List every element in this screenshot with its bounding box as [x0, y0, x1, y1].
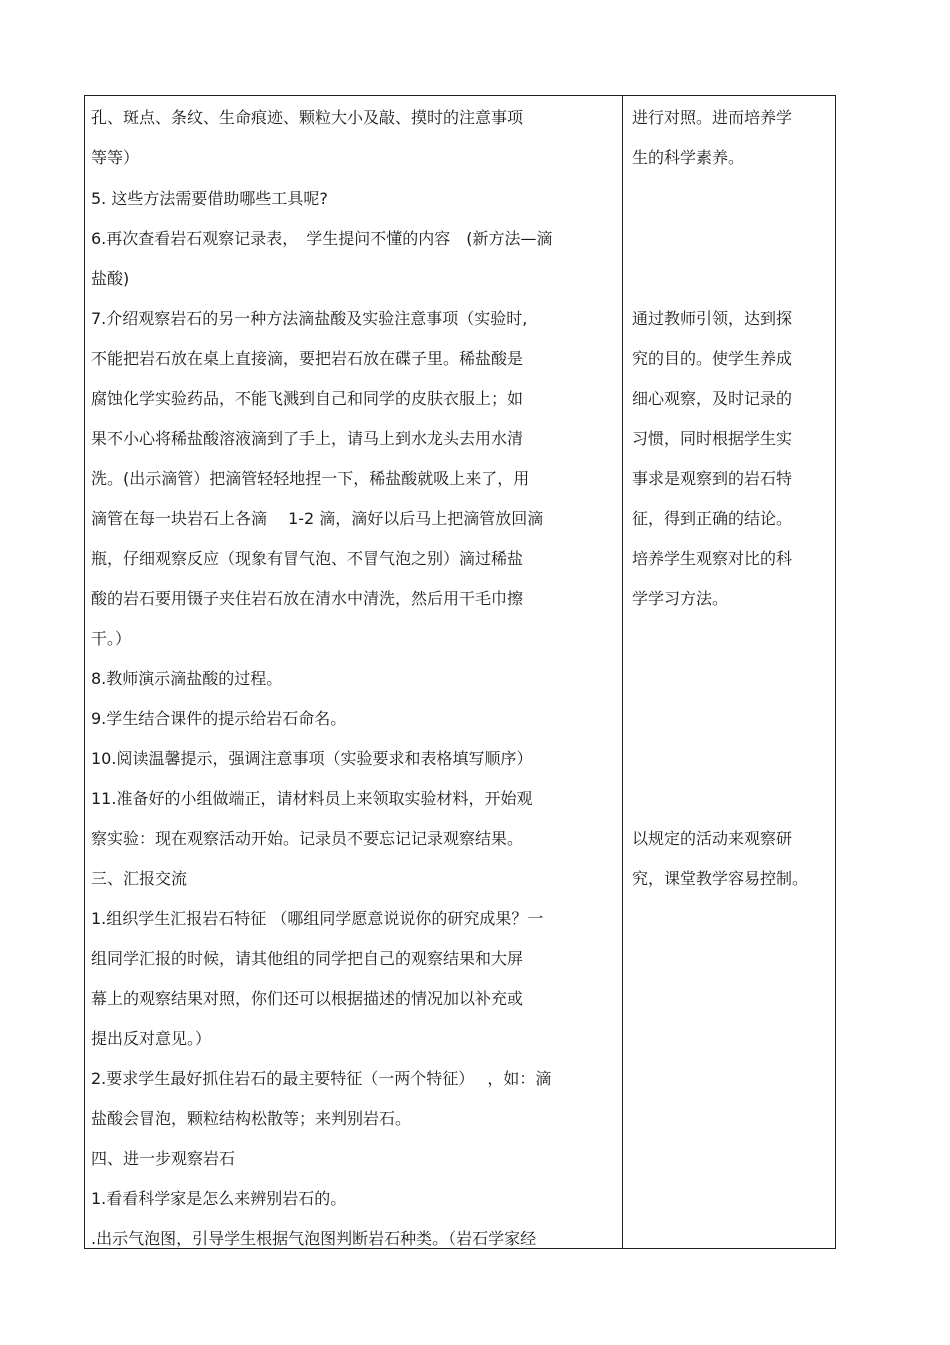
intent-line: 究的目的。使学生养成 [632, 349, 793, 368]
process-line: 提出反对意见。） [91, 1029, 212, 1048]
intent-line: 进行对照。进而培养学 [632, 108, 793, 127]
process-line: 7.介绍观察岩石的另一种方法滴盐酸及实验注意事项（实验时, [91, 309, 528, 328]
process-line: 果不小心将稀盐酸溶液滴到了手上，请马上到水龙头去用水清 [91, 429, 524, 448]
process-line: 洗。(出示滴管）把滴管轻轻地捏一下，稀盐酸就吸上来了，用 [91, 469, 530, 488]
process-line: 2.要求学生最好抓住岩石的最主要特征（一两个特征） ，如：滴 [91, 1069, 552, 1088]
process-line: 干。） [91, 629, 132, 648]
process-line: 11.准备好的小组做端正，请材料员上来领取实验材料，开始观 [91, 789, 533, 808]
section-heading: 三、汇报交流 [91, 869, 188, 888]
lesson-plan-table [84, 95, 836, 1249]
process-line: 组同学汇报的时候，请其他组的同学把自己的观察结果和大屏 [91, 949, 524, 968]
intent-line: 细心观察，及时记录的 [632, 389, 793, 408]
process-line: 1.组织学生汇报岩石特征 （哪组同学愿意说说你的研究成果？一 [91, 909, 544, 928]
process-line: 10.阅读温馨提示，强调注意事项（实验要求和表格填写顺序） [91, 749, 533, 768]
column-divider [622, 96, 623, 1248]
process-line: 腐蚀化学实验药品，不能飞溅到自己和同学的皮肤衣服上；如 [91, 389, 524, 408]
section-heading: 四、进一步观察岩石 [91, 1149, 236, 1168]
process-line: 幕上的观察结果对照，你们还可以根据描述的情况加以补充或 [91, 989, 524, 1008]
process-line: .出示气泡图，引导学生根据气泡图判断岩石种类。（岩石学家经 [91, 1229, 537, 1248]
intent-line: 习惯，同时根据学生实 [632, 429, 793, 448]
process-line: 盐酸会冒泡，颗粒结构松散等；来判别岩石。 [91, 1109, 412, 1128]
intent-line: 究，课堂教学容易控制。 [632, 869, 809, 888]
intent-line: 培养学生观察对比的科 [632, 549, 793, 568]
process-line: 1.看看科学家是怎么来辨别岩石的。 [91, 1189, 347, 1208]
process-line: 瓶，仔细观察反应（现象有冒气泡、不冒气泡之别）滴过稀盐 [91, 549, 524, 568]
process-line: 8.教师演示滴盐酸的过程。 [91, 669, 283, 688]
process-line: 5. 这些方法需要借助哪些工具呢? [91, 189, 328, 208]
process-line: 6.再次查看岩石观察记录表， 学生提问不懂的内容 (新方法—滴 [91, 229, 553, 248]
process-line: 孔、斑点、条纹、生命痕迹、颗粒大小及敲、摸时的注意事项 [91, 108, 524, 127]
intent-line: 通过教师引领，达到探 [632, 309, 793, 328]
intent-line: 事求是观察到的岩石特 [632, 469, 793, 488]
process-line: 滴管在每一块岩石上各滴 1-2 滴，滴好以后马上把滴管放回滴 [91, 509, 544, 528]
process-line: 盐酸) [91, 269, 130, 288]
process-line: 9.学生结合课件的提示给岩石命名。 [91, 709, 347, 728]
intent-line: 生的科学素养。 [632, 148, 745, 167]
process-line: 不能把岩石放在桌上直接滴，要把岩石放在碟子里。稀盐酸是 [91, 349, 524, 368]
process-line: 酸的岩石要用镊子夹住岩石放在清水中清洗，然后用干毛巾擦 [91, 589, 524, 608]
intent-line: 学学习方法。 [632, 589, 729, 608]
intent-line: 征，得到正确的结论。 [632, 509, 793, 528]
process-line: 察实验：现在观察活动开始。记录员不要忘记记录观察结果。 [91, 829, 524, 848]
intent-line: 以规定的活动来观察研 [632, 829, 793, 848]
process-line: 等等） [91, 148, 140, 167]
